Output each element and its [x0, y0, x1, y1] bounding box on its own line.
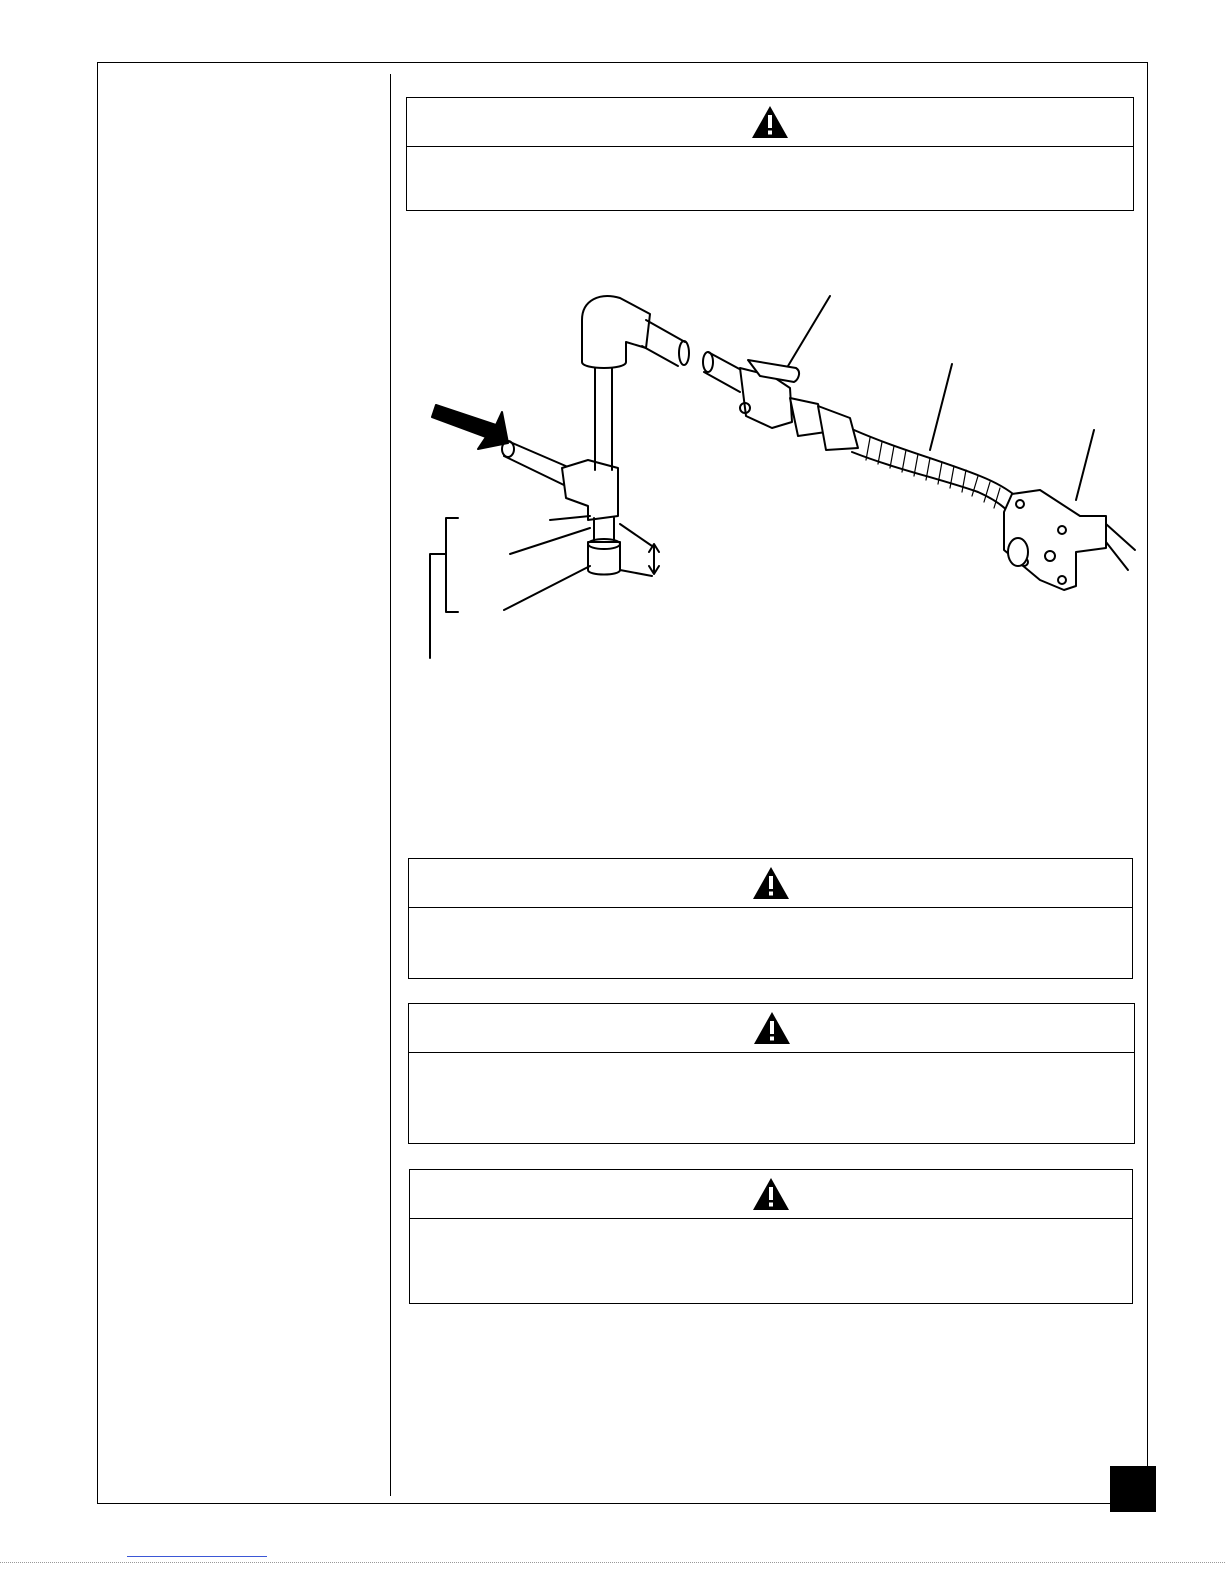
- warning-triangle-icon: [750, 104, 790, 140]
- warning-box-4: [409, 1169, 1133, 1304]
- warning-header: [409, 1004, 1134, 1053]
- pipe-elbow: [582, 296, 650, 368]
- column-divider: [390, 74, 391, 1496]
- warning-box-3: [408, 1003, 1135, 1144]
- warning-triangle-icon: [751, 1176, 791, 1212]
- tee-fitting: [562, 460, 618, 520]
- warning-header: [410, 1170, 1132, 1219]
- page-number-block: [1110, 1466, 1156, 1512]
- flexible-gas-line: [852, 430, 1020, 516]
- gas-piping-diagram: [400, 280, 1140, 680]
- footer-dotted-rule: [0, 1562, 1225, 1563]
- footer-link-line: [127, 1556, 267, 1557]
- page-number: [1110, 1466, 1156, 1512]
- warning-header: [407, 98, 1133, 147]
- warning-box-1: [406, 97, 1134, 211]
- warning-box-2: [408, 858, 1133, 979]
- warning-triangle-icon: [752, 1010, 792, 1046]
- warning-header: [409, 859, 1132, 908]
- warning-triangle-icon: [751, 865, 791, 901]
- gas-flow-arrow-icon: [432, 405, 508, 449]
